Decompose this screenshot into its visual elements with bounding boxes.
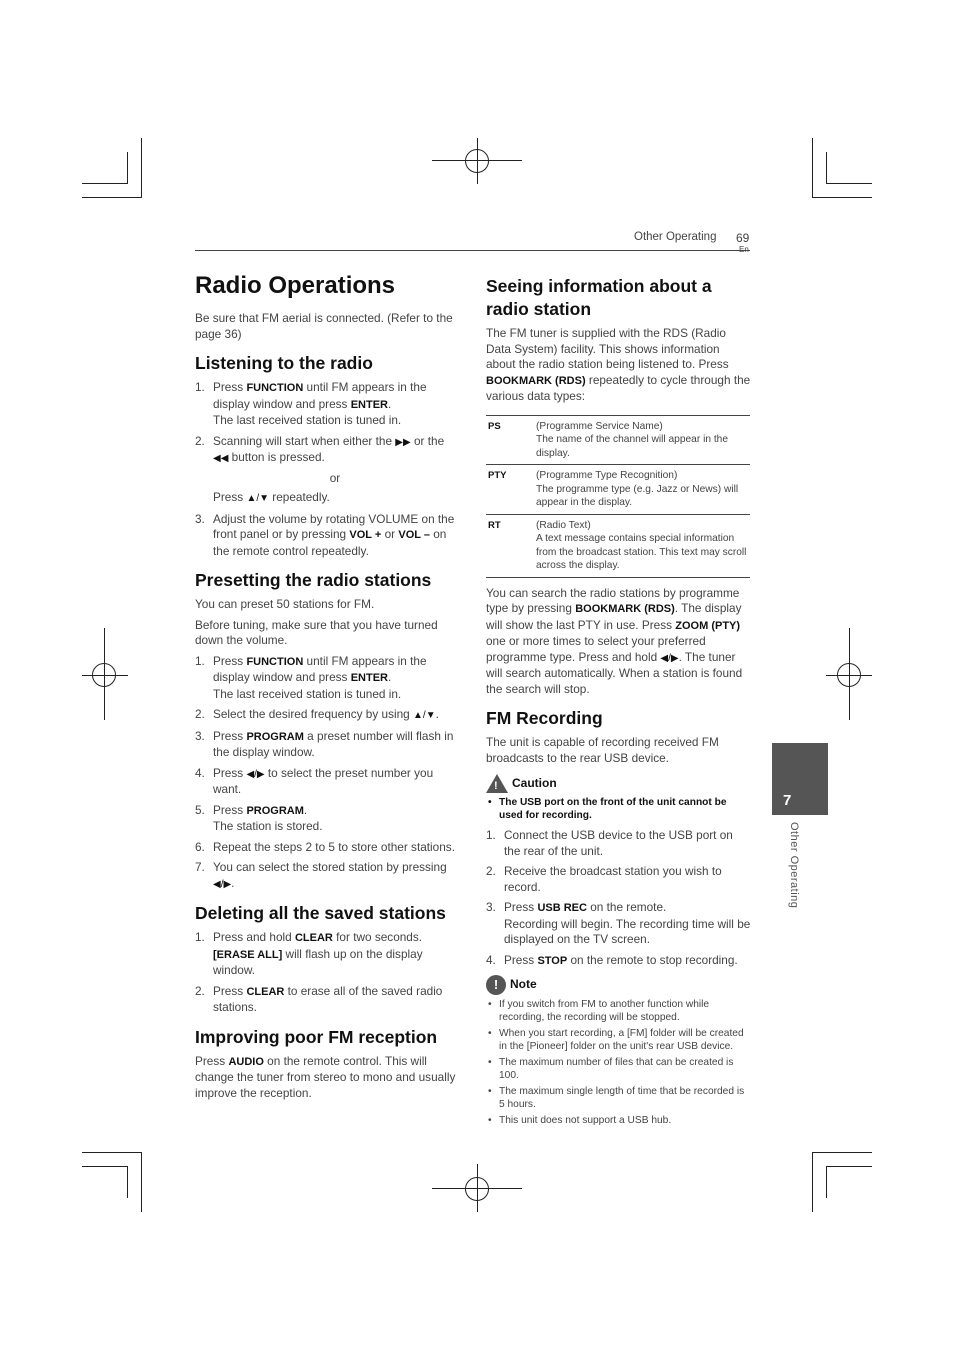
heading-deleting: Deleting all the saved stations <box>195 903 446 923</box>
note-list <box>486 998 751 1127</box>
header-rule <box>195 250 750 251</box>
table-row: RT (Radio Text) A text message contains special information from the broadcast station. This text may scroll across the display. <box>486 514 750 577</box>
page-number: 69 <box>736 231 750 245</box>
recording-text: The unit is capable of recording received FM broadcasts to the rear USB device. <box>486 735 719 765</box>
caution-heading: ! Caution <box>486 774 751 793</box>
presetting-text: Before tuning, make sure that you have turned down the volume. <box>195 617 438 647</box>
left-right-arrows-icon: ◀/▶ <box>246 768 265 780</box>
intro-text: Be sure that FM aerial is connected. (Refer to the page 36) <box>195 311 453 341</box>
list-item: 5. Press PROGRAM. The station is stored. <box>195 802 323 833</box>
list-item: • If you switch from FM to another function while recording, the recording will be stopped. <box>486 998 751 1024</box>
list-item: 1. Press FUNCTION until FM appears in the display window and press ENTER. The last received station is tuned in. <box>195 653 427 701</box>
note-icon: ! <box>486 975 506 995</box>
list-item: • When you start recording, a [FM] folder will be created in the [Pioneer] folder on the unit's rear USB device. <box>486 1027 751 1053</box>
left-right-arrows-icon: ◀/▶ <box>213 878 232 890</box>
list-item: • The maximum number of files that can be created is 100. <box>486 1056 751 1082</box>
list-item: 2. Receive the broadcast station you wish to record. <box>486 864 722 894</box>
header-section: Other Operating <box>634 231 717 243</box>
heading-listening: Listening to the radio <box>195 353 373 373</box>
list-item: 1. Press FUNCTION until FM appears in the display window and press ENTER. The last received station is tuned in. <box>195 380 427 427</box>
presetting-steps <box>195 654 457 893</box>
left-column <box>195 311 457 1106</box>
seeing-text: The FM tuner is supplied with the RDS (Radio Data System) facility. This shows information about the radio station being listened to. Press BOOKMARK (RDS) repeatedly to cycle through the various data types: <box>486 326 751 403</box>
table-row: PTY (Programme Type Recognition) The programme type (e.g. Jazz or News) will appear in the display. <box>486 465 750 515</box>
deleting-steps <box>195 930 457 1016</box>
caution-list <box>486 796 751 822</box>
list-item: 4. Press ◀/▶ to select the preset number you want. <box>195 765 434 796</box>
list-item: • The USB port on the front of the unit cannot be used for recording. <box>486 796 751 822</box>
left-right-arrows-icon: ◀/▶ <box>660 652 679 664</box>
chapter-number: 7 <box>783 792 792 809</box>
recording-steps <box>486 828 751 969</box>
right-column <box>486 275 751 1133</box>
heading-recording: FM Recording <box>486 708 603 728</box>
list-item: 1. Connect the USB device to the USB port on the rear of the unit. <box>486 828 733 858</box>
list-item: 1. Press and hold CLEAR for two seconds. [ERASE ALL] will flash up on the display window. <box>195 930 423 977</box>
rewind-icon: ◀◀ <box>213 453 229 464</box>
list-item: 6. Repeat the steps 2 to 5 to store other stations. <box>195 839 455 854</box>
rds-table <box>486 415 750 578</box>
up-down-arrows-icon: ▲/▼ <box>413 710 436 721</box>
improving-text: Press AUDIO on the remote control. This will change the tuner from stereo to mono and usually improve the reception. <box>195 1053 456 1100</box>
heading-improving: Improving poor FM reception <box>195 1026 438 1047</box>
heading-presetting: Presetting the radio stations <box>195 570 432 590</box>
list-item: 3. Press PROGRAM a preset number will flash in the display window. <box>195 728 454 759</box>
list-item: • This unit does not support a USB hub. <box>486 1114 751 1127</box>
presetting-text: You can preset 50 stations for FM. <box>195 597 375 611</box>
table-row: PS (Programme Service Name) The name of the channel will appear in the display. <box>486 415 750 465</box>
list-item: 7. You can select the stored station by pressing ◀/▶. <box>195 860 447 890</box>
page-title: Radio Operations <box>195 272 396 299</box>
list-item: • The maximum single length of time that be recorded is 5 hours. <box>486 1085 751 1111</box>
listening-steps <box>195 380 457 559</box>
fast-forward-icon: ▶▶ <box>395 436 411 448</box>
note-heading: ! Note <box>486 975 751 995</box>
up-down-arrows-icon: ▲/▼ <box>246 493 270 504</box>
heading-seeing: Seeing information about a radio station <box>486 276 712 319</box>
list-item: 2. Select the desired frequency by using ▲/▼. <box>195 707 439 721</box>
list-item: 3. Press USB REC on the remote. Recording will begin. The recording time will be displayed on the TV screen. <box>486 900 751 946</box>
warning-icon: ! <box>486 774 508 793</box>
chapter-label: Other Operating <box>788 822 800 909</box>
list-item: 3. Adjust the volume by rotating VOLUME on the front panel or by pressing VOL + or VOL – on the remote control repeatedly. <box>195 511 455 558</box>
list-item: 2. Scanning will start when either the ▶▶ or the ◀◀ button is pressed. or Press ▲/▼ repeatedly. <box>195 433 445 504</box>
list-item: 2. Press CLEAR to erase all of the saved radio stations. <box>195 983 443 1014</box>
list-item: 4. Press STOP on the remote to stop recording. <box>486 952 738 967</box>
pty-search-text: You can search the radio stations by programme type by pressing BOOKMARK (RDS). The display will show the last PTY in use. Press ZOOM (PTY) one or more times to select your preferred programme type. Press and hold ◀/▶. The tuner will search automatically. When a station is found the search will stop. <box>486 585 743 696</box>
chapter-tab <box>772 743 828 815</box>
